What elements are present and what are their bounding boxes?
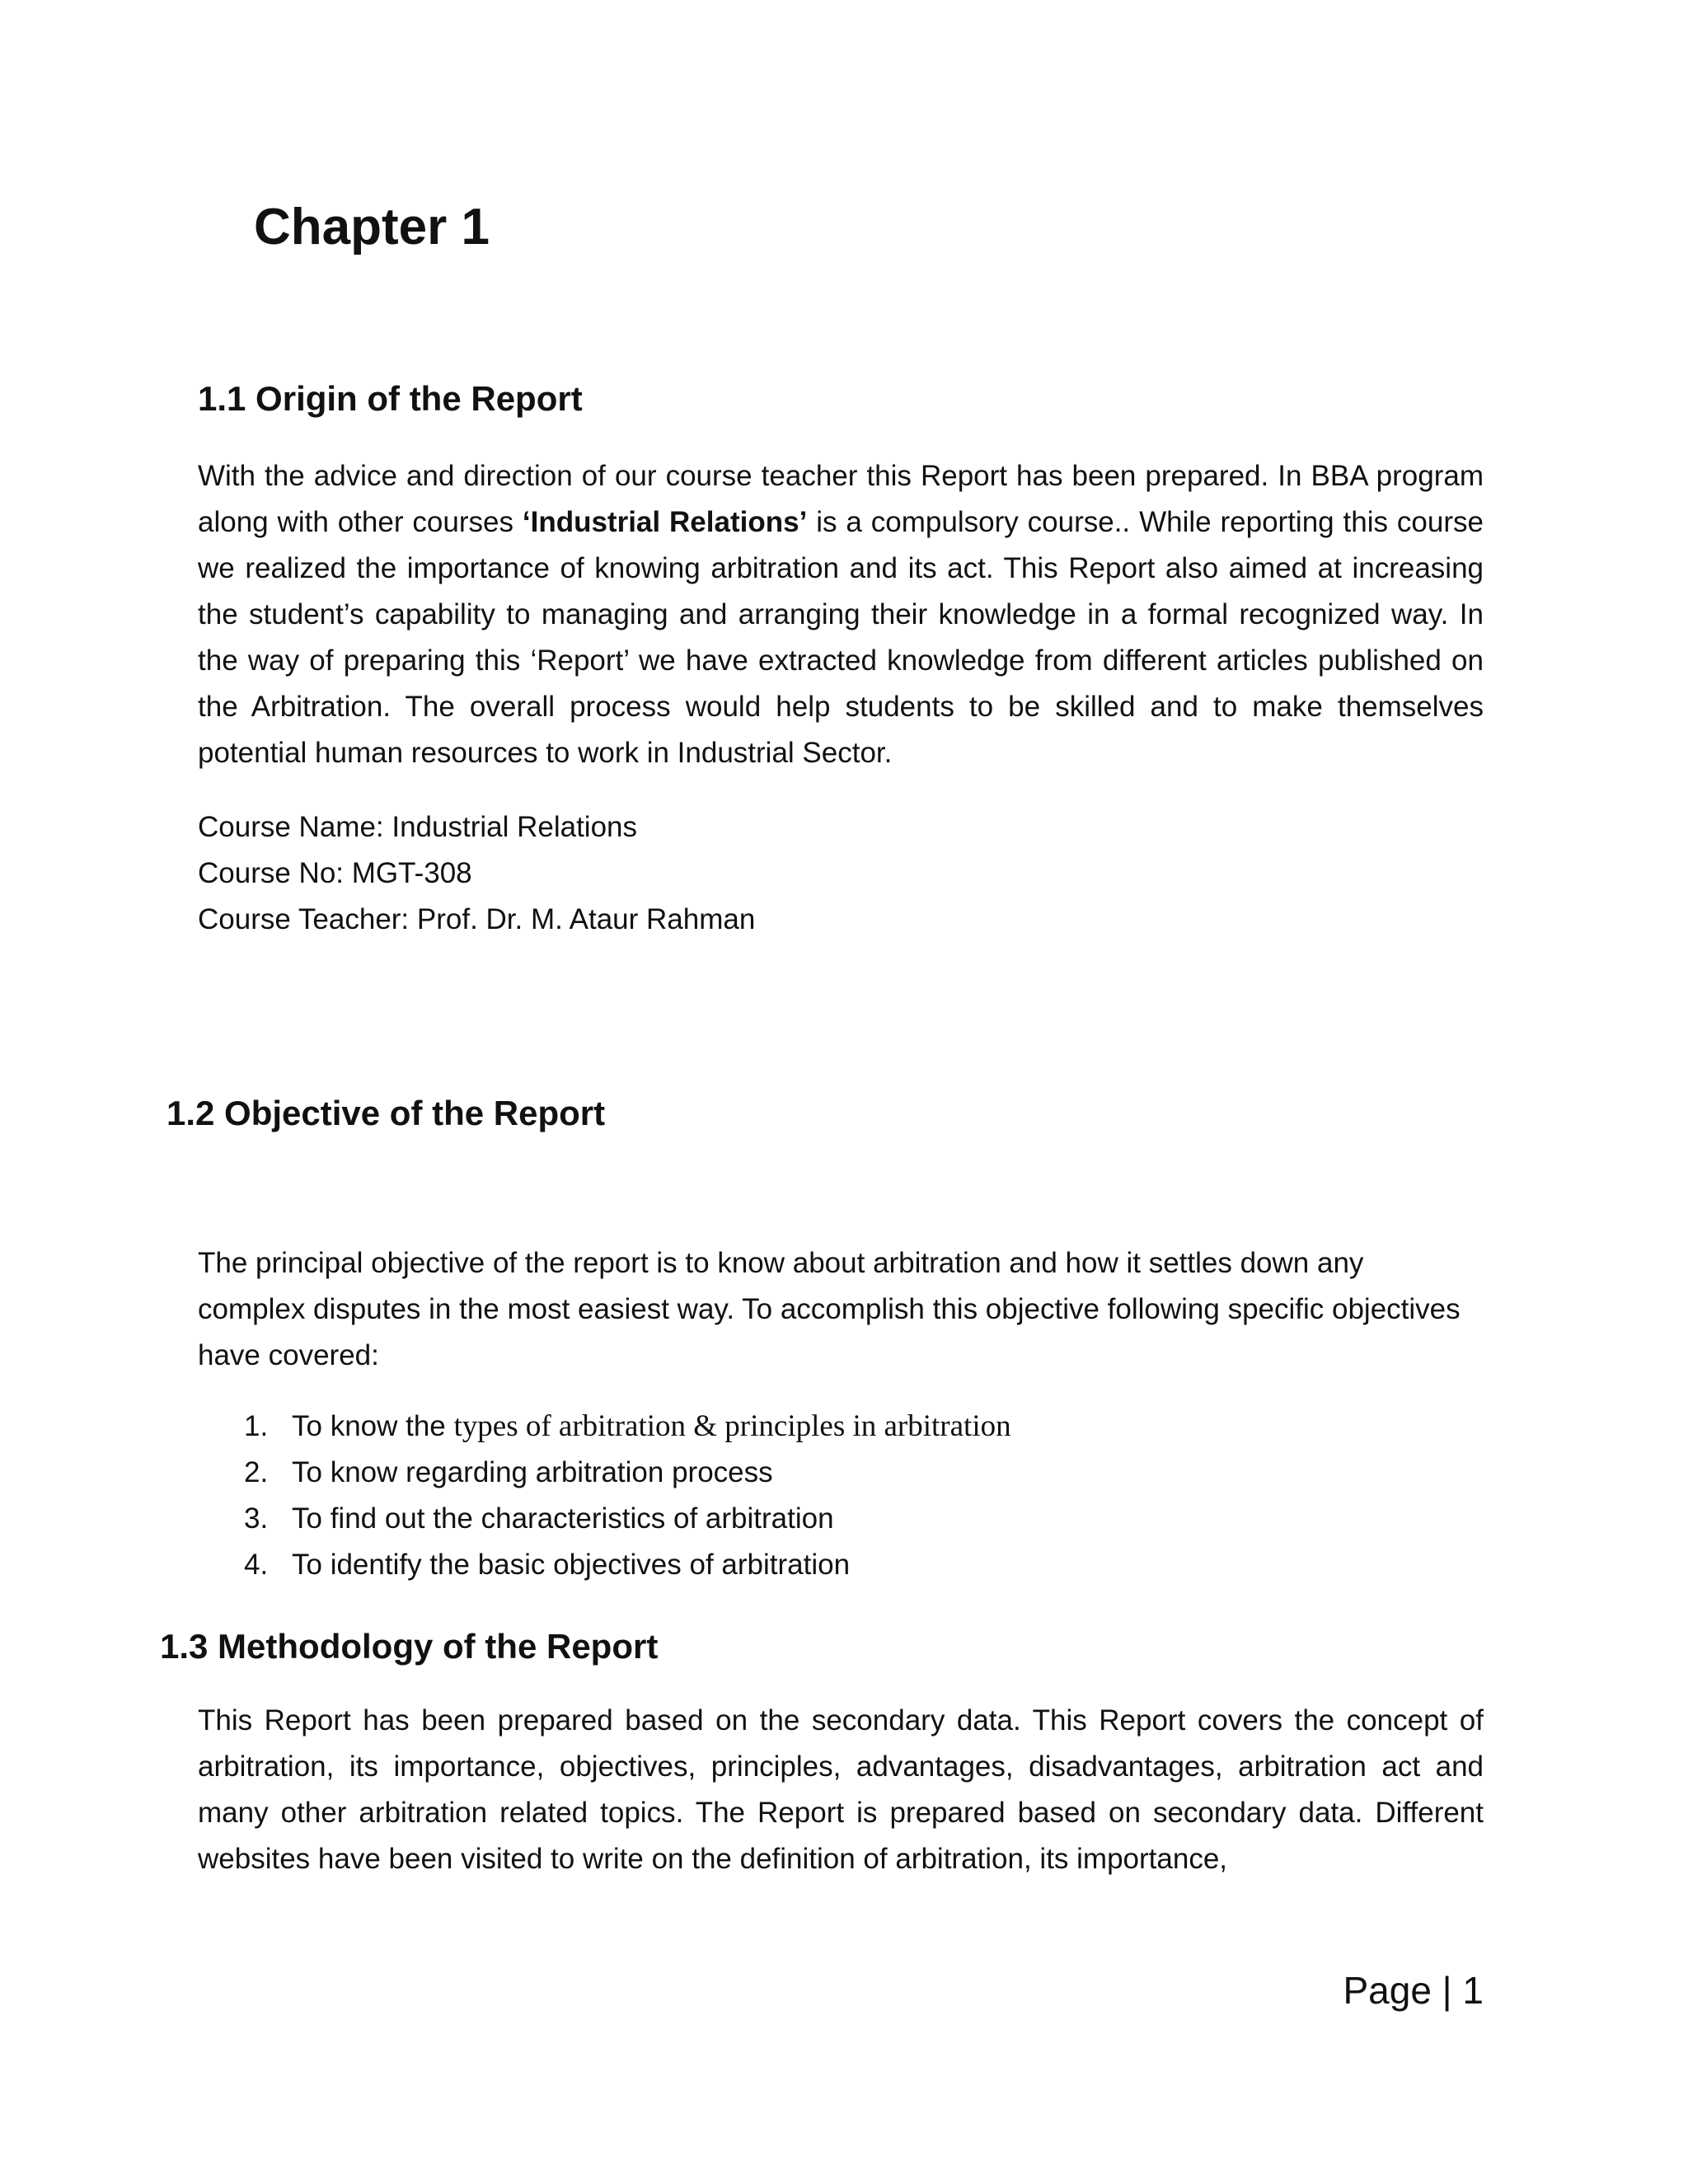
list-item-number: 4.	[244, 1549, 269, 1581]
course-title-emphasis: ‘Industrial Relations’	[522, 506, 808, 538]
section-heading-objective: 1.2 Objective of the Report	[166, 1094, 606, 1132]
origin-paragraph	[198, 453, 1484, 776]
course-name: Course Name: Industrial Relations	[198, 811, 638, 843]
origin-paragraph-text-1: With the advice and direction of our course teacher this Report has been prepared. In BBA program along with other courses	[198, 460, 1484, 538]
list-item-number: 3.	[244, 1502, 269, 1535]
list-item-text: To find out the characteristics of arbitration	[292, 1502, 834, 1535]
list-item	[198, 1450, 1011, 1496]
objectives-list	[198, 1404, 1011, 1588]
origin-paragraph-text-2: is a compulsory course.. While reporting this course we realized the importance of knowing arbitration and its act. This Report also aimed at increasing the student’s capability to managing and arranging their knowledge in a formal recognized way. In the way of preparing this ‘Report’ we have extracted knowledge from different articles published on the Arbitration. The overall process would help students to be skilled and to make themselves potential human resources to work in Industrial Sector.	[198, 506, 1484, 769]
section-heading-methodology: 1.3 Methodology of the Report	[160, 1627, 659, 1666]
course-number: Course No: MGT-308	[198, 857, 472, 889]
list-item-text: To identify the basic objectives of arbitration	[292, 1549, 851, 1581]
list-item-number: 2.	[244, 1456, 269, 1488]
chapter-title: Chapter 1	[254, 199, 490, 255]
section-heading-origin: 1.1 Origin of the Report	[198, 379, 583, 418]
objective-paragraph: The principal objective of the report is to know about arbitration and how it settles down any complex disputes in the most easiest way. To accomplish this objective following specific objectives have covered:	[198, 1247, 1461, 1371]
list-item-text: To know the	[292, 1410, 454, 1442]
course-teacher: Course Teacher: Prof. Dr. M. Ataur Rahman	[198, 903, 756, 935]
list-item-text-serif: types of arbitration & principles in arbitration	[453, 1409, 1011, 1443]
page-number: Page | 1	[1343, 1969, 1484, 2012]
list-item	[198, 1404, 1011, 1450]
list-item-text: To know regarding arbitration process	[292, 1456, 773, 1488]
list-item	[198, 1496, 1011, 1542]
list-item-number: 1.	[244, 1410, 269, 1442]
methodology-paragraph: This Report has been prepared based on the secondary data. This Report covers the concept of arbitration, its importance, objectives, principles, advantages, disadvantages, arbitration act and many other arbitration related topics. The Report is prepared based on secondary data. Different websites have been visited to write on the definition of arbitration, its importance,	[198, 1704, 1484, 1875]
course-info-block	[198, 804, 755, 943]
list-item	[198, 1542, 1011, 1588]
